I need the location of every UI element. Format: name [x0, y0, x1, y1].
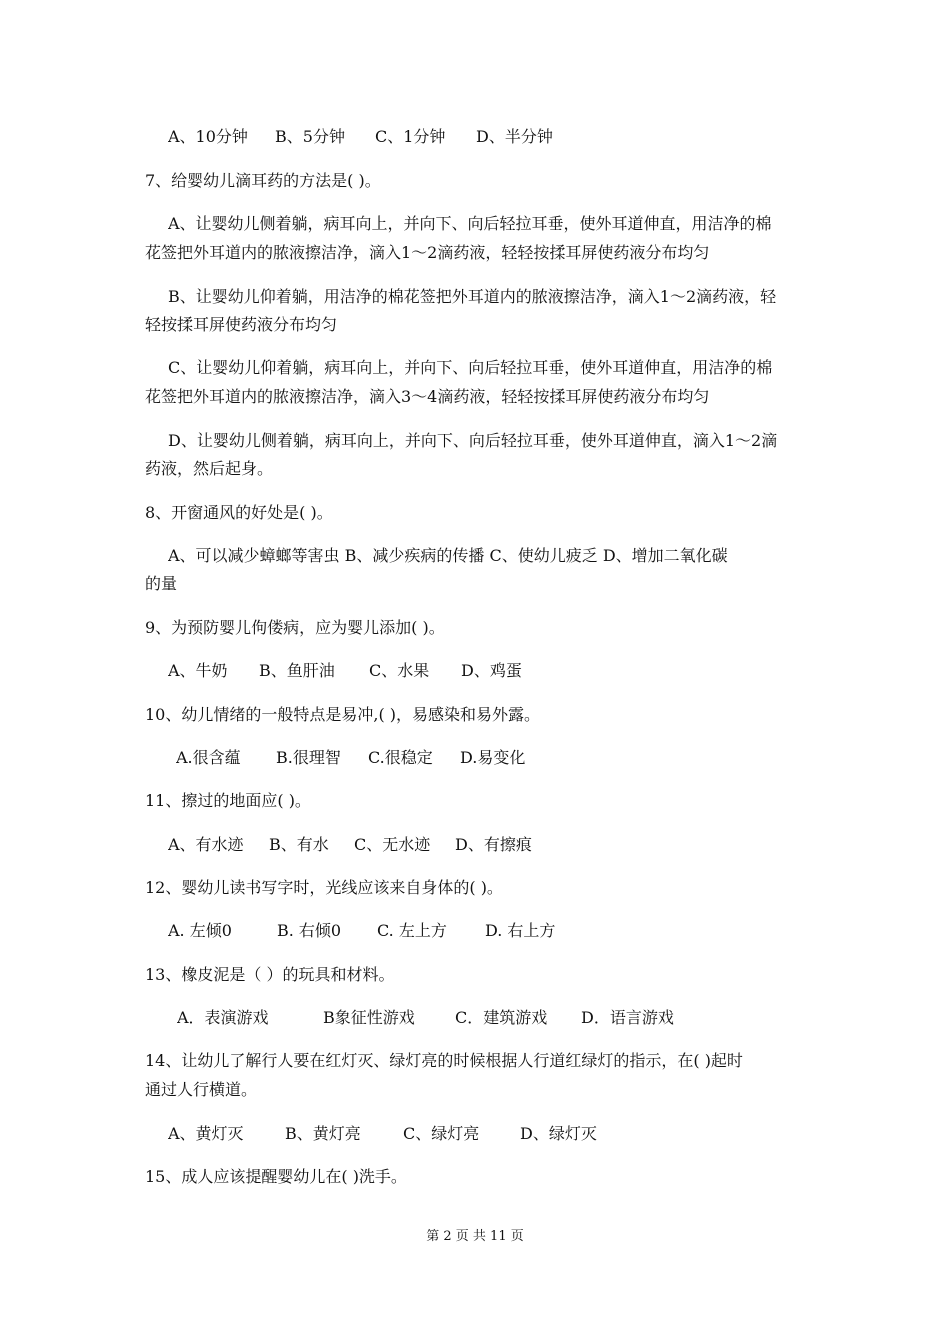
- q14-stem-line1: 14、让幼儿了解行人要在红灯灭、绿灯亮的时候根据人行道红绿灯的指示，在( )起时: [145, 1051, 743, 1070]
- q9-option-b: B、鱼肝油: [259, 661, 335, 680]
- q14-option-d: D、绿灯灭: [520, 1124, 597, 1143]
- q13-option-c: C．建筑游戏: [455, 1008, 548, 1027]
- q12-stem: 12、婴幼儿读书写字时，光线应该来自身体的( )。: [145, 878, 503, 897]
- q8-options-line1: A、可以减少蟑螂等害虫 B、减少疾病的传播 C、使幼儿疲乏 D、增加二氧化碳: [168, 546, 728, 565]
- q9-options: [168, 661, 810, 681]
- q14-stem-line2: 通过人行横道。: [145, 1080, 258, 1099]
- q11-options: [168, 835, 810, 855]
- q9-option-a: A、牛奶: [168, 661, 228, 680]
- q6-option-b: B、5分钟: [275, 127, 345, 146]
- q11-option-c: C、无水迹: [354, 835, 431, 854]
- q10-option-a: A.很含蕴: [176, 748, 241, 767]
- q9-option-c: C、水果: [369, 661, 430, 680]
- q11-option-d: D、有擦痕: [455, 835, 532, 854]
- q14-option-c: C、绿灯亮: [403, 1124, 480, 1143]
- q7-option-b-line1: B、让婴幼儿仰着躺，用洁净的棉花签把外耳道内的脓液擦洁净，滴入1～2滴药液，轻: [168, 287, 777, 306]
- q7-option-a-line1: A、让婴幼儿侧着躺，病耳向上，并向下、向后轻拉耳垂，使外耳道伸直，用洁净的棉: [168, 214, 772, 233]
- q7-stem: 7、给婴幼儿滴耳药的方法是( )。: [145, 171, 381, 190]
- q13-option-d: D．语言游戏: [581, 1008, 674, 1027]
- q13-option-b: B象征性游戏: [323, 1008, 415, 1027]
- q7-option-c-line2: 花签把外耳道内的脓液擦洁净，滴入3～4滴药液，轻轻按揉耳屏使药液分布均匀: [145, 387, 710, 406]
- q6-option-c: C、1分钟: [375, 127, 446, 146]
- q15-stem: 15、成人应该提醒婴幼儿在( )洗手。: [145, 1167, 407, 1186]
- q11-option-a: A、有水迹: [168, 835, 244, 854]
- q12-option-c: C. 左上方: [377, 921, 447, 940]
- q13-stem: 13、橡皮泥是（ ）的玩具和材料。: [145, 965, 395, 984]
- q12-option-d: D. 右上方: [485, 921, 556, 940]
- q11-option-b: B、有水: [269, 835, 329, 854]
- q11-stem: 11、擦过的地面应( )。: [145, 791, 311, 810]
- q10-option-b: B.很理智: [276, 748, 341, 767]
- q9-option-d: D、鸡蛋: [461, 661, 522, 680]
- q13-option-a: A．表演游戏: [177, 1008, 269, 1027]
- q6-options: [168, 127, 810, 147]
- q14-option-b: B、黄灯亮: [285, 1124, 361, 1143]
- q8-stem: 8、开窗通风的好处是( )。: [145, 503, 333, 522]
- q10-option-d: D.易变化: [460, 748, 526, 767]
- q12-option-a: A. 左倾0: [168, 921, 232, 940]
- q12-option-b: B. 右倾0: [277, 921, 342, 940]
- q6-option-d: D、半分钟: [476, 127, 553, 146]
- q9-stem: 9、为预防婴儿佝偻病，应为婴儿添加( )。: [145, 618, 445, 637]
- q13-options: [177, 1008, 810, 1028]
- q7-option-a-line2: 花签把外耳道内的脓液擦洁净，滴入1～2滴药液，轻轻按揉耳屏使药液分布均匀: [145, 243, 710, 262]
- q12-options: [168, 921, 810, 941]
- q7-option-b-line2: 轻按揉耳屏使药液分布均匀: [145, 315, 338, 334]
- q14-option-a: A、黄灯灭: [168, 1124, 244, 1143]
- q7-option-d-line2: 药液，然后起身。: [145, 459, 274, 478]
- q6-option-a: A、10分钟: [168, 127, 248, 146]
- q7-option-c-line1: C、让婴幼儿仰着躺，病耳向上，并向下、向后轻拉耳垂，使外耳道伸直，用洁净的棉: [168, 358, 773, 377]
- q10-options: [176, 748, 810, 768]
- q7-option-d-line1: D、让婴幼儿侧着躺，病耳向上，并向下、向后轻拉耳垂，使外耳道伸直，滴入1～2滴: [168, 431, 778, 450]
- q14-options: [168, 1124, 810, 1144]
- q10-option-c: C.很稳定: [368, 748, 433, 767]
- page-number-footer: 第 2 页 共 11 页: [426, 1229, 524, 1244]
- q8-options-line2: 的量: [145, 574, 178, 593]
- q10-stem: 10、幼儿情绪的一般特点是易冲,( )，易感染和易外露。: [145, 705, 541, 724]
